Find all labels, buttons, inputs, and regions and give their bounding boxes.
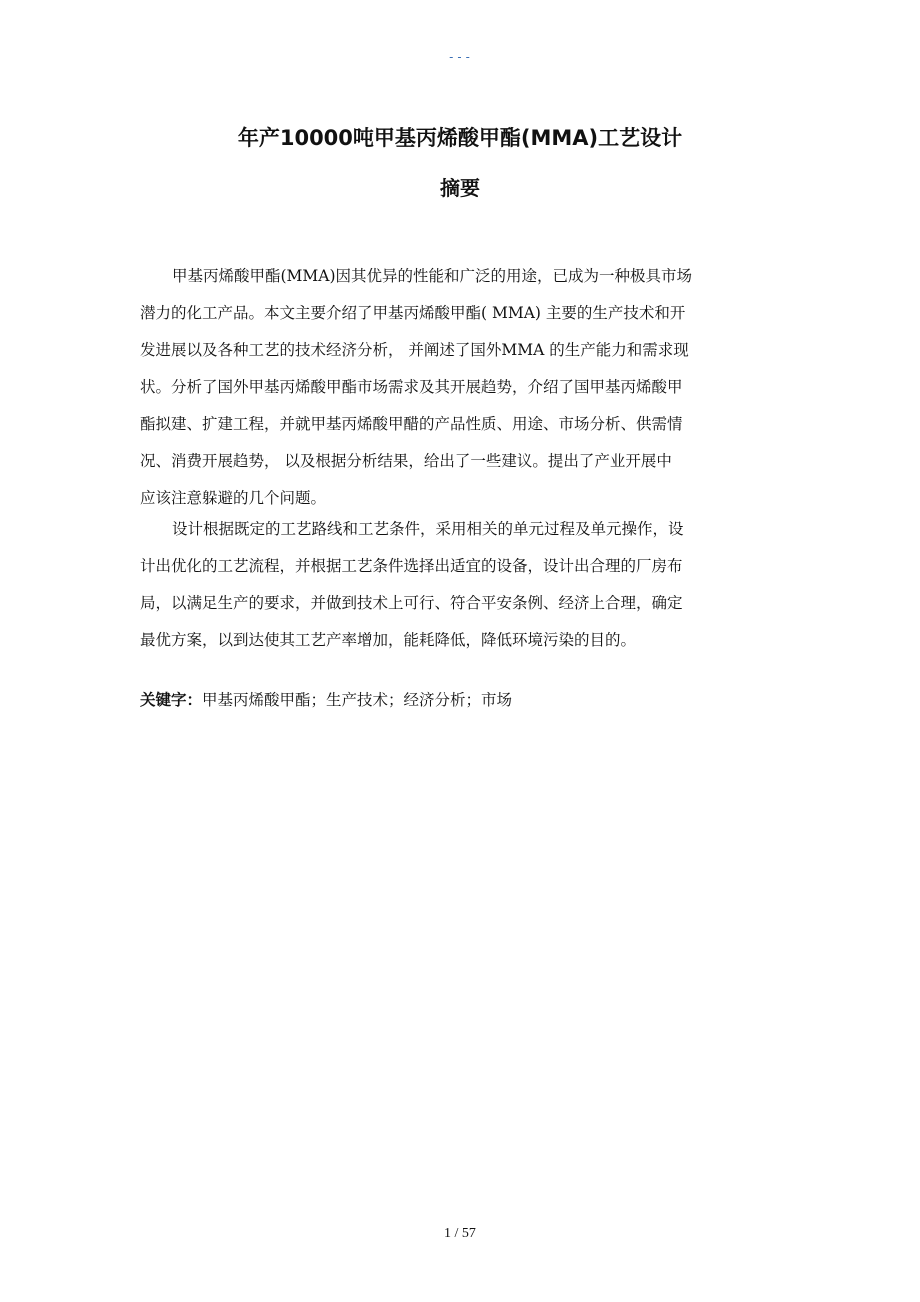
- paragraph-line: 状。分析了国外甲基丙烯酸甲酯市场需求及其开展趋势，介绍了国甲基丙烯酸甲: [140, 378, 683, 396]
- paragraph-line: 况、消费开展趋势， 以及根据分析结果，给出了一些建议。提出了产业开展中: [140, 452, 672, 470]
- abstract-paragraph-2: [140, 511, 782, 659]
- paragraph-line: 计出优化的工艺流程，并根据工艺条件选择出适宜的设备，设计出合理的厂房布: [140, 557, 683, 575]
- paragraph-line: 酯拟建、扩建工程，并就甲基丙烯酸甲醋的产品性质、用途、市场分析、供需情: [140, 415, 683, 433]
- paragraph-line: 设计根据既定的工艺路线和工艺条件，采用相关的单元过程及单元操作，设: [172, 520, 684, 538]
- paragraph-line: 潜力的化工产品。本文主要介绍了甲基丙烯酸甲酯( MMA) 主要的生产技术和开: [140, 304, 686, 322]
- paragraph-line: 应该注意躲避的几个问题。: [140, 489, 327, 507]
- paragraph-line: 局，以满足生产的要求，并做到技术上可行、符合平安条例、经济上合理，确定: [140, 594, 683, 612]
- keywords-label: 关键字：: [140, 691, 203, 709]
- keywords-value: 甲基丙烯酸甲酯；生产技术；经济分析；市场: [202, 691, 513, 709]
- paragraph-line: 甲基丙烯酸甲酯(MMA)因其优异的性能和广泛的用途，已成为一种极具市场: [172, 267, 693, 285]
- document-title: 年产10000吨甲基丙烯酸甲酯(MMA)工艺设计: [237, 126, 683, 150]
- keywords-line: [140, 688, 512, 710]
- page-number: 1 / 57: [444, 1226, 476, 1241]
- paragraph-line: 发进展以及各种工艺的技术经济分析， 并阐述了国外MMA 的生产能力和需求现: [140, 341, 689, 359]
- paragraph-line: 最优方案，以到达使其工艺产率增加，能耗降低，降低环境污染的目的。: [140, 631, 637, 649]
- abstract-paragraph-1: [140, 258, 782, 517]
- header-mark: ---: [447, 50, 473, 64]
- abstract-heading: 摘要: [440, 176, 480, 200]
